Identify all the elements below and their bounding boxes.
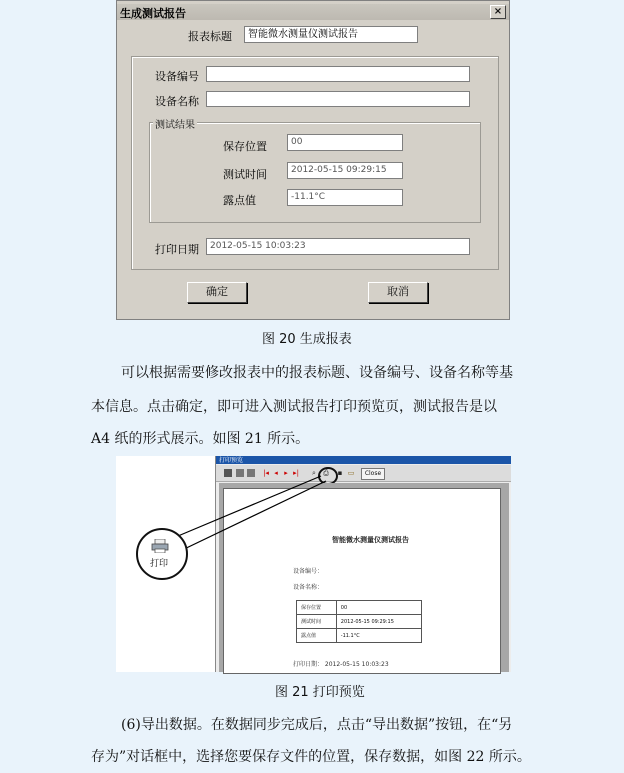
print-preview-figure	[116, 456, 510, 672]
first-page-icon[interactable]: |◂	[263, 469, 269, 477]
last-page-icon[interactable]: ▸|	[293, 469, 299, 477]
save-icon[interactable]: ▪	[337, 469, 343, 477]
test-time-field: 2012-05-15 09:29:15	[287, 162, 403, 179]
dew-field: -11.1°C	[287, 189, 403, 206]
printer-icon	[151, 538, 169, 552]
prev-page-icon[interactable]: ◂	[274, 469, 278, 477]
report-device-name: 设备名称：	[293, 584, 324, 591]
table-cell: 保存位置	[297, 601, 337, 615]
report-page-title: 智能微水测量仪测试报告	[332, 536, 409, 544]
test-time-label: 测试时间	[223, 168, 267, 181]
report-title-input[interactable]: 智能微水测量仪测试报告	[244, 26, 418, 43]
device-no-input[interactable]	[206, 66, 470, 82]
save-pos-field: 00	[287, 134, 403, 151]
dew-label: 露点值	[223, 194, 256, 207]
print-date-input[interactable]: 2012-05-15 10:03:23	[206, 238, 470, 255]
callout-circle	[136, 528, 188, 580]
table-cell: 2012-05-15 09:29:15	[336, 615, 421, 629]
paragraph-line: A4 纸的形式展示。如图 21 所示。	[91, 431, 310, 447]
cancel-button[interactable]: 取消	[368, 282, 428, 303]
figure-20-caption: 图 20 生成报表	[262, 332, 352, 347]
table-cell: 测试时间	[297, 615, 337, 629]
print-date-label: 打印日期	[155, 243, 199, 256]
paragraph-line: 可以根据需要修改报表中的报表标题、设备编号、设备名称等基	[121, 365, 513, 381]
dialog-titlebar	[117, 4, 509, 20]
ok-button[interactable]: 确定	[187, 282, 247, 303]
dialog-title: 生成测试报告	[120, 7, 186, 20]
zoom-icon[interactable]: ⌕	[312, 469, 316, 477]
figure-21-caption: 图 21 打印预览	[275, 685, 365, 700]
paragraph-line: 本信息。点击确定，即可进入测试报告打印预览页，测试报告是以	[91, 399, 497, 415]
next-page-icon[interactable]: ▸	[284, 469, 288, 477]
table-cell: 00	[336, 601, 421, 615]
close-icon[interactable]: ×	[490, 5, 506, 19]
table-cell: 露点值	[297, 629, 337, 643]
table-cell: -11.1°C	[336, 629, 421, 643]
paragraph-line: 存为”对话框中，选择您要保存文件的位置，保存数据，如图 22 所示。	[91, 749, 531, 765]
report-title-label: 报表标题	[188, 30, 232, 43]
open-icon[interactable]: ▭	[347, 469, 355, 477]
report-dialog	[116, 0, 510, 320]
device-name-label: 设备名称	[155, 95, 199, 108]
save-pos-label: 保存位置	[223, 140, 267, 153]
report-print-date: 打印日期： 2012-05-15 10:03:23	[293, 661, 389, 668]
close-button[interactable]: Close	[361, 468, 385, 480]
report-device-no: 设备编号：	[293, 568, 324, 575]
preview-title: 打印预览	[219, 457, 244, 464]
callout-label: 打印	[150, 559, 169, 569]
device-no-label: 设备编号	[155, 70, 199, 83]
print-icon[interactable]: ⎙	[323, 469, 329, 477]
test-result-legend: 测试结果	[153, 116, 197, 131]
paragraph-line: (6)导出数据。在数据同步完成后，点击“导出数据”按钮，在“另	[121, 717, 513, 733]
device-name-input[interactable]	[206, 91, 470, 107]
